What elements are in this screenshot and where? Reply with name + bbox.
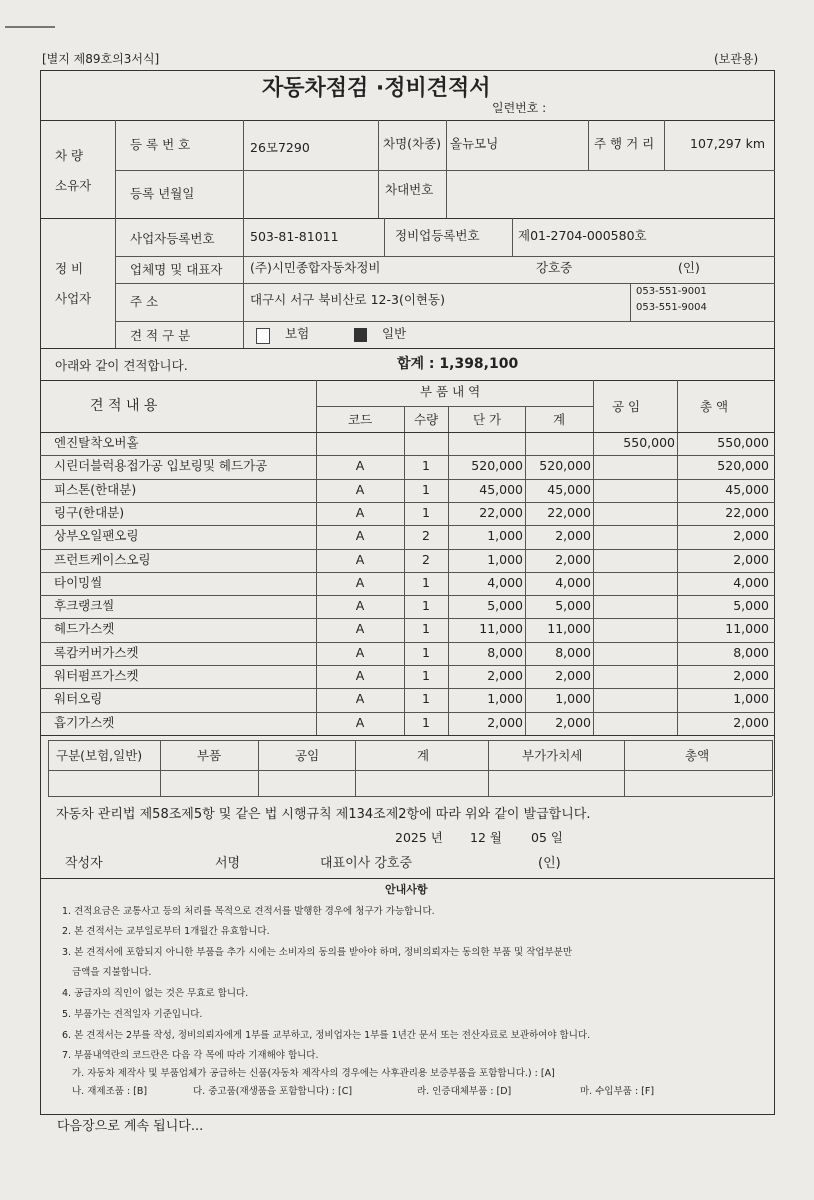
copy-label: (보관용) (714, 52, 759, 66)
cell-qty: 1 (422, 458, 430, 474)
cell-unit: 2,000 (487, 714, 523, 730)
note-line-2: 2. 본 견적서는 교부일로부터 1개월간 유효합니다. (62, 926, 270, 937)
note-line-7a: 가. 자동차 제작사 및 부품업체가 공급하는 신품(자동차 제작사의 경우에는 사후관리용 보증부품을 포함합니다.) : [A] (72, 1068, 555, 1079)
vin-label: 차대번호 (385, 182, 434, 197)
header-total: 총 액 (700, 399, 729, 414)
note-line-7d: 라. 인증대체부품 : [D] (417, 1086, 512, 1097)
insurance-label: 보험 (285, 326, 310, 341)
note-line-7b: 나. 재제조품 : [B] (72, 1086, 148, 1097)
serial-label: 일련번호 : (492, 101, 547, 115)
page-title: 자동차점검 ·정비견적서 (262, 76, 491, 101)
cell-name: 시린더블럭용접가공 입보링및 헤드가공 (54, 458, 268, 474)
cell-total: 2,000 (733, 528, 769, 544)
cell-code: A (355, 644, 365, 660)
cell-sum: 2,000 (555, 528, 591, 544)
cell-name: 피스톤(한대분) (54, 481, 137, 497)
cell-total: 8,000 (733, 644, 769, 660)
header-parts: 부 품 내 역 (420, 384, 481, 399)
cell-code: A (355, 691, 365, 707)
cell-name: 타이밍씰 (54, 574, 103, 590)
cell-total: 1,000 (733, 691, 769, 707)
cell-qty: 1 (422, 714, 430, 730)
grand-total: 합계 : 1,398,100 (397, 356, 519, 372)
bottom-col-vat: 부가가치세 (522, 748, 583, 763)
note-line-7c: 다. 중고품(재생품을 포함합니다) : [C] (193, 1086, 353, 1097)
note-line-5: 5. 부품가는 견적일자 기준입니다. (62, 1009, 203, 1020)
cell-unit: 1,000 (487, 551, 523, 567)
cell-sum: 45,000 (547, 481, 591, 497)
shop-rep-value: 강호중 (536, 260, 573, 275)
cell-unit: 22,000 (479, 504, 523, 520)
ceo-name: 대표이사 강호중 (320, 856, 413, 871)
cell-name: 프런트케이스오링 (54, 551, 151, 567)
cell-total: 2,000 (733, 551, 769, 567)
cell-code: A (355, 481, 365, 497)
cell-code: A (355, 574, 365, 590)
car-name-value: 올뉴모닝 (450, 136, 499, 151)
note-line-4: 4. 공급자의 직인이 없는 것은 무효로 합니다. (62, 988, 249, 999)
cell-name: 흡기가스켓 (54, 714, 115, 730)
reg-date-label: 등록 년월일 (130, 186, 195, 201)
shop-reg-value: 제01-2704-000580호 (518, 228, 647, 243)
biz-no-value: 503-81-81011 (250, 229, 339, 244)
cell-sum: 2,000 (555, 551, 591, 567)
general-label: 일반 (382, 326, 407, 341)
cell-sum: 520,000 (539, 458, 591, 474)
cell-name: 엔진탈착오버홀 (54, 435, 139, 450)
header-sum: 계 (553, 412, 566, 427)
bottom-col-total: 총액 (685, 748, 710, 763)
cell-code: A (355, 528, 365, 544)
cell-qty: 1 (422, 644, 430, 660)
header-code: 코드 (348, 412, 373, 427)
mileage-value: 107,297 km (690, 136, 766, 151)
cell-sum: 2,000 (555, 714, 591, 730)
cell-qty: 2 (422, 528, 430, 544)
form-number: [별지 제89호의3서식] (42, 52, 160, 66)
reg-no-value: 26모7290 (250, 140, 310, 155)
cell-total: 2,000 (733, 714, 769, 730)
cell-unit: 4,000 (487, 574, 523, 590)
cell-code: A (355, 714, 365, 730)
cell-unit: 45,000 (479, 481, 523, 497)
cell-labor: 550,000 (623, 435, 675, 450)
header-qty: 수량 (414, 412, 439, 427)
estimate-note: 아래와 같이 견적합니다. (55, 358, 188, 373)
bottom-col-labor: 공임 (295, 748, 320, 763)
owner-section-label-2: 소유자 (55, 178, 92, 193)
cell-unit: 11,000 (479, 621, 523, 637)
cell-unit: 1,000 (487, 528, 523, 544)
cell-code: A (355, 504, 365, 520)
note-line-3-cont: 금액을 지불합니다. (72, 967, 152, 978)
cell-total: 520,000 (717, 458, 769, 474)
continue-note: 다음장으로 계속 됩니다... (57, 1119, 204, 1134)
cell-code: A (355, 458, 365, 474)
cell-total: 2,000 (733, 668, 769, 683)
cell-name: 록캄커버가스켓 (54, 644, 139, 660)
mileage-label: 주 행 거 리 (594, 136, 655, 151)
legal-statement: 자동차 관리법 제58조제5항 및 같은 법 시행규칙 제134조제2항에 따라 위와 같이 발급합니다. (56, 807, 591, 822)
cell-qty: 2 (422, 551, 430, 567)
cell-name: 워터오링 (54, 691, 103, 707)
cell-qty: 1 (422, 481, 430, 497)
header-unit-price: 단 가 (473, 412, 502, 427)
cell-sum: 2,000 (555, 668, 591, 683)
note-line-7: 7. 부품내역란의 코드란은 다음 각 목에 따라 기재해야 합니다. (62, 1050, 319, 1061)
address-value: 대구시 서구 북비산로 12-3(이현동) (250, 292, 445, 307)
cell-name: 헤드가스켓 (54, 621, 115, 637)
shop-section-label-1: 정 비 (55, 261, 84, 276)
sign-label: 서명 (215, 856, 241, 871)
cell-sum: 11,000 (547, 621, 591, 637)
cell-total: 5,000 (733, 598, 769, 614)
cell-code: A (355, 551, 365, 567)
cell-total: 22,000 (725, 504, 769, 520)
cell-unit: 520,000 (471, 458, 523, 474)
note-line-3: 3. 본 견적서에 포함되지 아니한 부품을 추가 시에는 소비자의 동의를 받아야 하며, 정비의뢰자는 동의한 부품 및 작업부분만 (62, 947, 573, 958)
cell-total: 45,000 (725, 481, 769, 497)
note-line-1: 1. 견적요금은 교통사고 등의 처리를 목적으로 견적서를 발행한 경우에 청구가 가능합니다. (62, 906, 435, 917)
notes-title: 안내사항 (385, 883, 428, 896)
bottom-col-parts: 부품 (197, 748, 222, 763)
cell-qty: 1 (422, 504, 430, 520)
cell-code: A (355, 621, 365, 637)
shop-name-label: 업체명 및 대표자 (130, 262, 223, 277)
cell-code: A (355, 598, 365, 614)
cell-unit: 8,000 (487, 644, 523, 660)
insurance-checkbox (256, 328, 270, 344)
writer-label: 작성자 (65, 856, 103, 871)
ceo-seal: (인) (538, 856, 561, 871)
general-checkbox-checked (354, 328, 367, 342)
reg-no-label: 등 록 번 호 (130, 137, 191, 152)
scan-mark (5, 26, 55, 28)
biz-no-label: 사업자등록번호 (130, 231, 215, 246)
cell-name: 링구(한대분) (54, 504, 125, 520)
cell-code: A (355, 668, 365, 683)
owner-section-label-1: 차 량 (55, 148, 84, 163)
phone-2: 053-551-9004 (636, 302, 707, 313)
cell-sum: 22,000 (547, 504, 591, 520)
cell-qty: 1 (422, 621, 430, 637)
note-line-7e: 마. 수입부품 : [F] (580, 1086, 655, 1097)
issue-month: 12 월 (470, 830, 502, 845)
cell-sum: 5,000 (555, 598, 591, 614)
cell-qty: 1 (422, 574, 430, 590)
cell-sum: 4,000 (555, 574, 591, 590)
cell-total: 11,000 (725, 621, 769, 637)
cell-unit: 5,000 (487, 598, 523, 614)
header-estimate-content: 견 적 내 용 (90, 398, 158, 414)
car-name-label: 차명(차종) (383, 136, 442, 151)
bottom-col-type: 구분(보험,일반) (56, 748, 143, 763)
cell-sum: 8,000 (555, 644, 591, 660)
estimate-type-label: 견 적 구 분 (130, 328, 191, 343)
shop-name-value: (주)시민종합자동차정비 (250, 260, 381, 275)
bottom-col-sum: 계 (417, 748, 430, 763)
phone-1: 053-551-9001 (636, 286, 707, 297)
cell-unit: 2,000 (487, 668, 523, 683)
shop-section-label-2: 사업자 (55, 291, 92, 306)
header-labor: 공 임 (612, 399, 641, 414)
cell-qty: 1 (422, 691, 430, 707)
cell-qty: 1 (422, 668, 430, 683)
cell-qty: 1 (422, 598, 430, 614)
address-label: 주 소 (130, 294, 159, 309)
shop-reg-label: 정비업등록번호 (395, 228, 480, 243)
cell-sum: 1,000 (555, 691, 591, 707)
note-line-6: 6. 본 견적서는 2부를 작성, 정비의뢰자에게 1부를 교부하고, 정비업자는 1부를 1년간 문서 또는 전산자료로 보관하여야 합니다. (62, 1030, 591, 1041)
cell-name: 후크랭크씰 (54, 598, 115, 614)
cell-unit: 1,000 (487, 691, 523, 707)
shop-seal-label: (인) (678, 260, 700, 275)
cell-name: 워터펌프가스켓 (54, 668, 139, 683)
issue-day: 05 일 (531, 830, 563, 845)
issue-year: 2025 년 (395, 830, 443, 845)
cell-total: 550,000 (717, 435, 769, 450)
cell-name: 상부오일팬오링 (54, 528, 139, 544)
cell-total: 4,000 (733, 574, 769, 590)
form-frame (40, 70, 775, 1115)
